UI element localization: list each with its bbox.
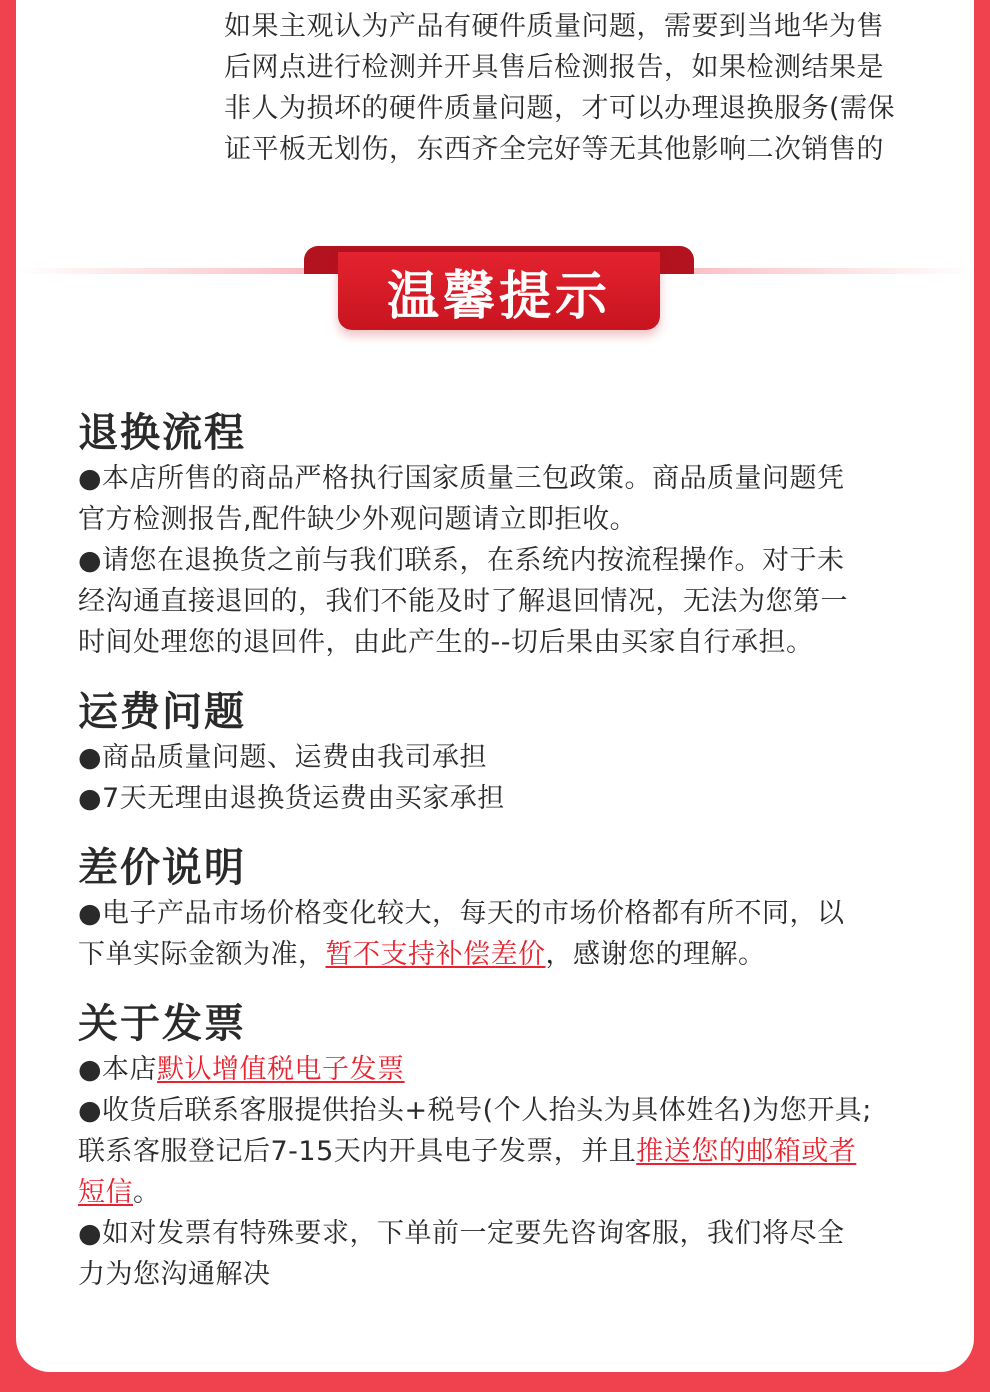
section-line: ●电子产品市场价格变化较大，每天的市场价格都有所不同，以 — [78, 898, 845, 929]
section-line: 力为您沟通解决 — [78, 1259, 271, 1290]
text-segment: ，感谢您的理解。 — [545, 939, 766, 970]
banner-divider-left — [16, 268, 316, 274]
content-card — [16, 0, 974, 1372]
top-paragraph-line: 后网点进行检测并开具售后检测报告，如果检测结果是 — [224, 52, 884, 83]
section-return-process — [78, 408, 958, 663]
section-line: ●请您在退换货之前与我们联系，在系统内按流程操作。对于未 — [78, 545, 845, 576]
text-segment: 联系客服登记后7-15天内开具电子发票，并且 — [78, 1136, 637, 1167]
section-line: 时间处理您的退回件，由此产生的--切后果由买家自行承担。 — [78, 627, 814, 658]
section-heading: 运费问题 — [78, 689, 246, 735]
default-e-invoice-link[interactable]: 默认增值税电子发票 — [157, 1054, 405, 1085]
section-line: ●本店所售的商品严格执行国家质量三包政策。商品质量问题凭 — [78, 463, 845, 494]
text-segment: 。 — [133, 1177, 161, 1208]
banner-title: 温馨提示 — [386, 266, 611, 327]
push-to-sms-link[interactable]: 短信 — [78, 1177, 133, 1208]
push-to-email-link[interactable]: 推送您的邮箱或者 — [636, 1136, 857, 1167]
section-line — [78, 1172, 958, 1213]
banner-divider-right — [676, 268, 976, 274]
top-paragraph-line: 非人为损坏的硬件质量问题，才可以办理退换服务(需保 — [224, 93, 896, 124]
section-line: 经沟通直接退回的，我们不能及时了解退回情况，无法为您第一 — [78, 586, 848, 617]
section-banner — [304, 246, 694, 336]
section-line: ●收货后联系客服提供抬头+税号(个人抬头为具体姓名)为您开具; — [78, 1095, 872, 1126]
section-line: ●7天无理由退换货运费由买家承担 — [78, 783, 505, 814]
top-paragraph — [224, 6, 972, 170]
text-segment: 下单实际金额为准， — [78, 939, 326, 970]
tips-content — [78, 408, 958, 1295]
section-line — [78, 1049, 958, 1090]
text-segment: ●本店 — [78, 1054, 158, 1085]
section-heading: 差价说明 — [78, 845, 246, 891]
section-invoice — [78, 999, 958, 1295]
section-heading: 退换流程 — [78, 410, 246, 456]
section-line: 官方检测报告,配件缺少外观问题请立即拒收。 — [78, 504, 638, 535]
top-paragraph-line: 如果主观认为产品有硬件质量问题，需要到当地华为售 — [224, 11, 884, 42]
top-paragraph-line: 证平板无划伤，东西齐全完好等无其他影响二次销售的 — [224, 134, 884, 165]
no-price-compensation-link[interactable]: 暂不支持补偿差价 — [325, 939, 546, 970]
section-line — [78, 934, 958, 975]
section-price-difference — [78, 843, 958, 975]
section-heading: 关于发票 — [78, 1001, 246, 1047]
section-line: ●商品质量问题、运费由我司承担 — [78, 742, 488, 773]
section-line: ●如对发票有特殊要求，下单前一定要先咨询客服，我们将尽全 — [78, 1218, 845, 1249]
section-shipping — [78, 687, 958, 819]
section-line — [78, 1131, 958, 1172]
